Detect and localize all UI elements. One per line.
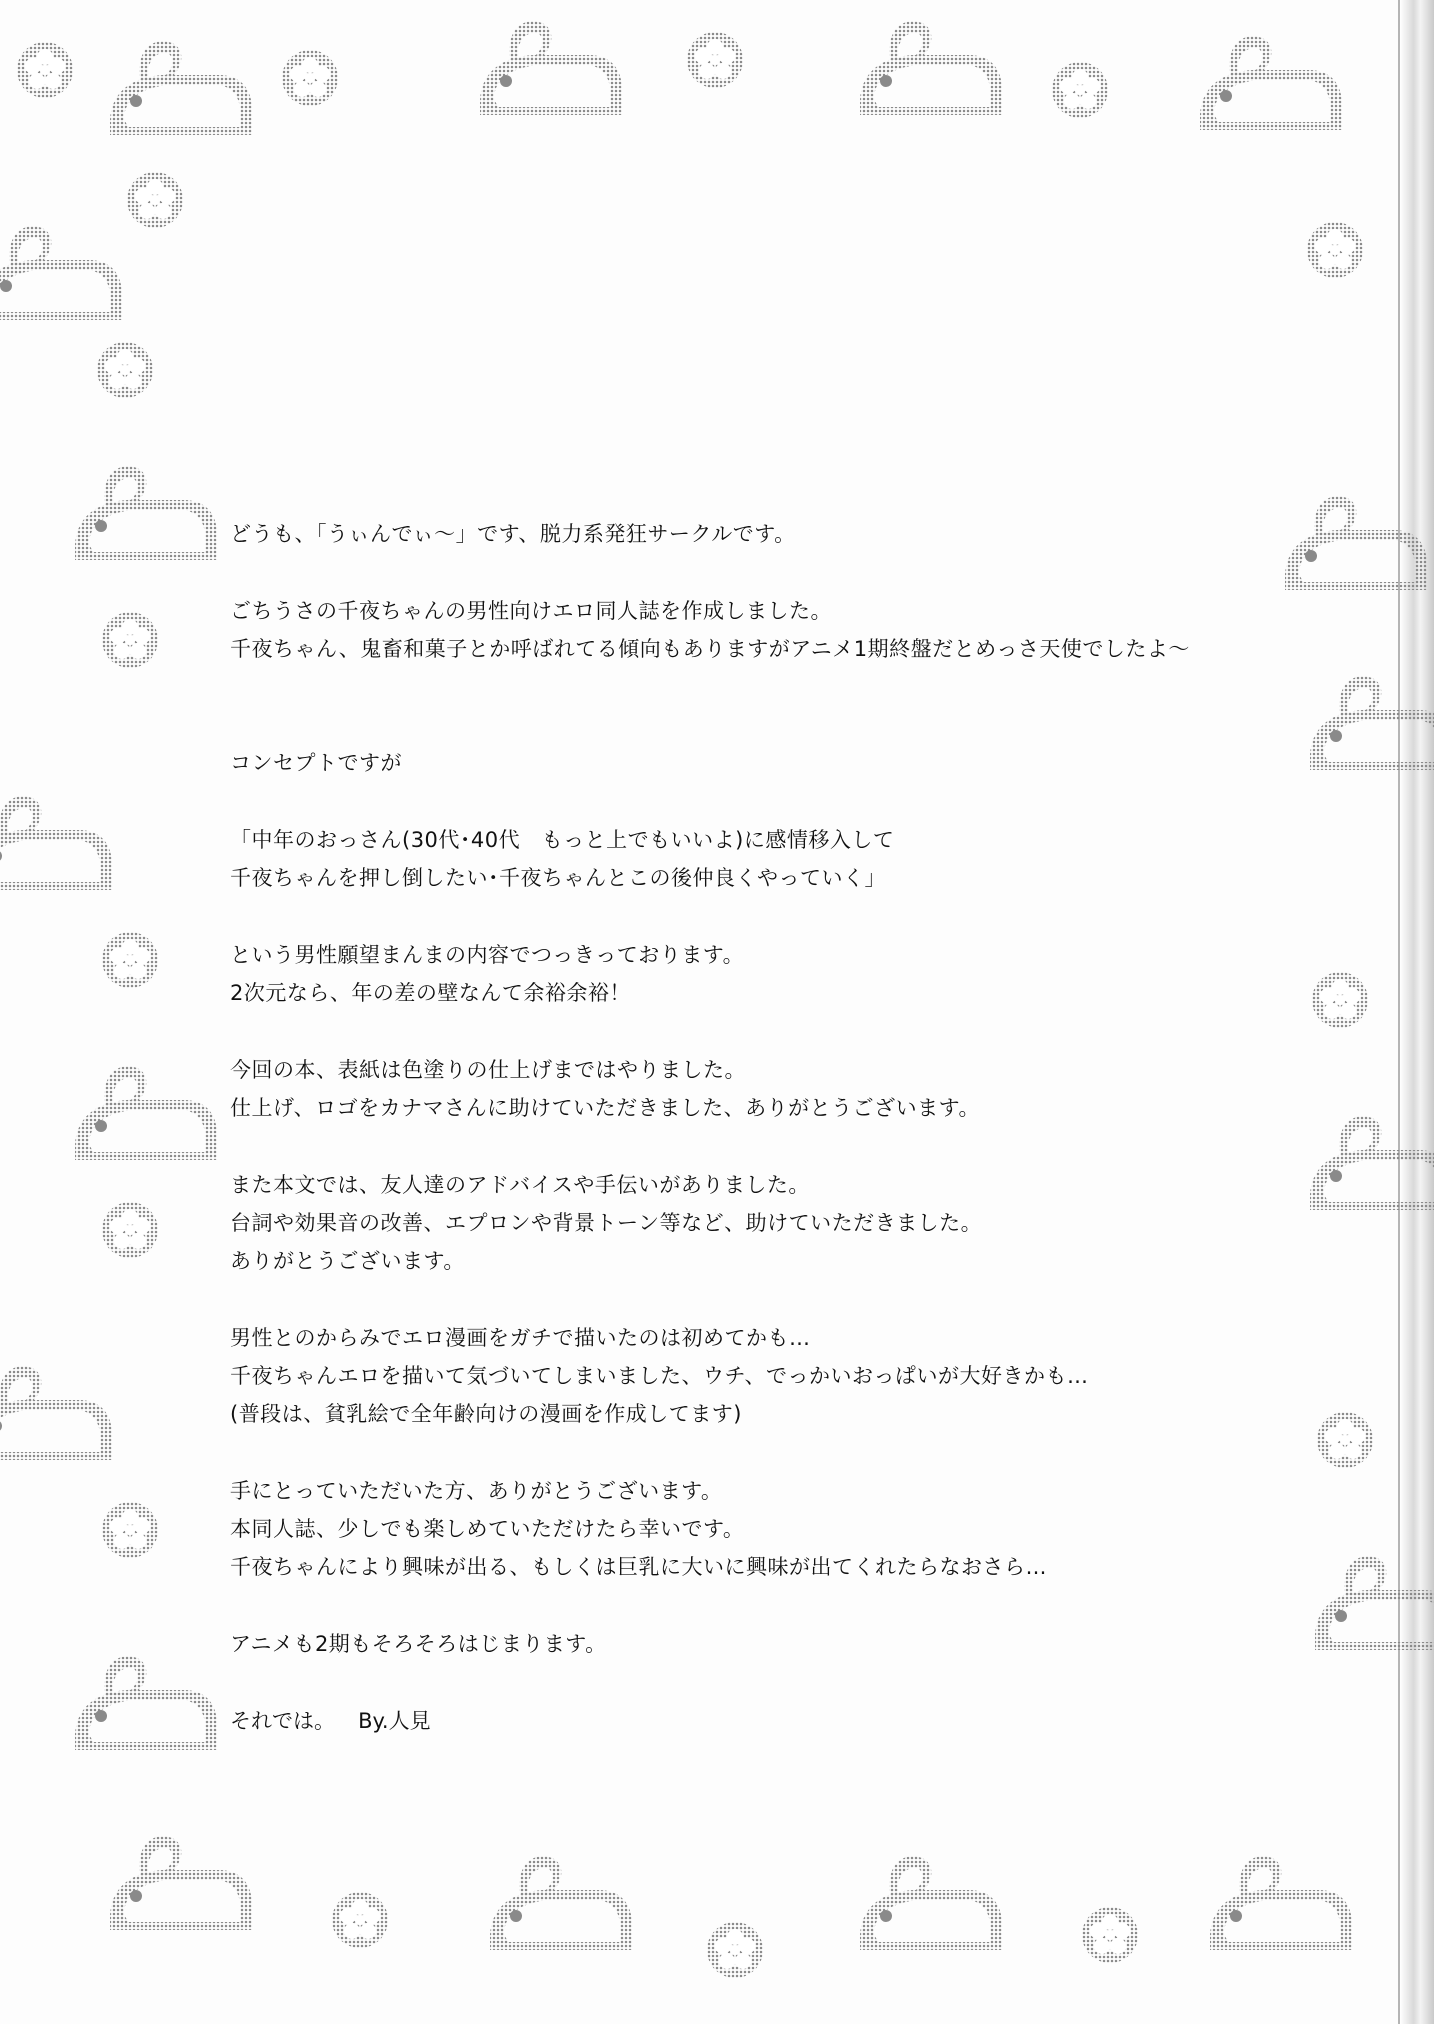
flower-icon: [102, 612, 158, 668]
wish-line: 2次元なら、年の差の壁なんて余裕余裕！: [230, 981, 631, 1005]
closing-row: [230, 1702, 1350, 1740]
greeting-paragraph: [230, 515, 1350, 553]
flower-icon: [282, 50, 338, 106]
concept-line: 千夜ちゃんを押し倒したい･千夜ちゃんとこの後仲良くやっていく」: [230, 866, 886, 890]
concept-heading-paragraph: [230, 744, 1350, 782]
flower-icon: [332, 1892, 388, 1948]
help-paragraph: [230, 1166, 1350, 1280]
intro-line: 千夜ちゃん、鬼畜和菓子とか呼ばれてる傾向もありますがアニメ1期終盤だとめっさ天使でしたよ〜: [230, 637, 1190, 661]
intro-paragraph: [230, 592, 1350, 668]
rabbit-icon: [490, 1856, 632, 1950]
help-line: 台詞や効果音の改善、エプロンや背景トーン等など、助けていただきました。: [230, 1211, 983, 1235]
flower-icon: [102, 1202, 158, 1258]
thanks-paragraph: [230, 1472, 1350, 1586]
rabbit-icon: [75, 1656, 217, 1750]
greeting-line: どうも、「うぃんでぃ〜」です、脱力系発狂サークルです。: [230, 522, 796, 546]
cover-paragraph: [230, 1051, 1350, 1127]
flower-icon: [1307, 222, 1363, 278]
flower-icon: [687, 32, 743, 88]
rabbit-icon: [860, 1856, 1002, 1950]
concept-paragraph: [230, 821, 1350, 897]
first-time-line: 千夜ちゃんエロを描いて気づいてしまいました、ウチ、でっかいおっぱいが大好きかも…: [230, 1364, 1089, 1388]
anime-paragraph: [230, 1625, 1350, 1663]
flower-icon: [1082, 1907, 1138, 1963]
afterword-text: [230, 515, 1350, 1740]
rabbit-icon: [480, 21, 622, 115]
flower-icon: [17, 42, 73, 98]
flower-icon: [127, 172, 183, 228]
intro-line: ごちうさの千夜ちゃんの男性向けエロ同人誌を作成しました。: [230, 599, 832, 623]
thanks-line: 千夜ちゃんにより興味が出る、もしくは巨乳に大いに興味が出てくれたらなおさら…: [230, 1555, 1047, 1579]
first-time-line: 男性とのからみでエロ漫画をガチで描いたのは初めてかも…: [230, 1326, 811, 1350]
rabbit-icon: [1210, 1856, 1352, 1950]
help-line: また本文では、友人達のアドバイスや手伝いがありました。: [230, 1173, 810, 1197]
rabbit-icon: [0, 796, 112, 890]
first-time-paragraph: [230, 1319, 1350, 1433]
thanks-line: 手にとっていただいた方、ありがとうございます。: [230, 1479, 723, 1503]
rabbit-icon: [1200, 36, 1342, 130]
flower-icon: [707, 1922, 763, 1978]
flower-icon: [102, 932, 158, 988]
concept-line: 「中年のおっさん(30代･40代 もっと上でもいいよ)に感情移入して: [230, 828, 895, 852]
rabbit-icon: [860, 21, 1002, 115]
cover-line: 仕上げ、ロゴをカナマさんに助けていただきました、ありがとうございます。: [230, 1096, 980, 1120]
rabbit-icon: [110, 1836, 252, 1930]
signature: By.人見: [358, 1709, 431, 1733]
first-time-line: (普段は、貧乳絵で全年齢向けの漫画を作成してます): [230, 1402, 742, 1426]
rabbit-icon: [75, 466, 217, 560]
concept-heading: コンセプトですが: [230, 751, 402, 775]
rabbit-icon: [0, 226, 122, 320]
thanks-line: 本同人誌、少しでも楽しめていただけたら幸いです。: [230, 1517, 745, 1541]
wish-line: という男性願望まんまの内容でつっきっております。: [230, 943, 745, 967]
closing-text: それでは。: [230, 1709, 335, 1733]
rabbit-icon: [110, 41, 252, 135]
flower-icon: [97, 342, 153, 398]
cover-line: 今回の本、表紙は色塗りの仕上げまではやりました。: [230, 1058, 746, 1082]
anime-line: アニメも2期もそろそろはじまります。: [230, 1632, 607, 1656]
flower-icon: [102, 1502, 158, 1558]
flower-icon: [1052, 62, 1108, 118]
wish-paragraph: [230, 936, 1350, 1012]
rabbit-icon: [75, 1066, 217, 1160]
help-line: ありがとうございます。: [230, 1249, 465, 1273]
rabbit-icon: [0, 1366, 112, 1460]
